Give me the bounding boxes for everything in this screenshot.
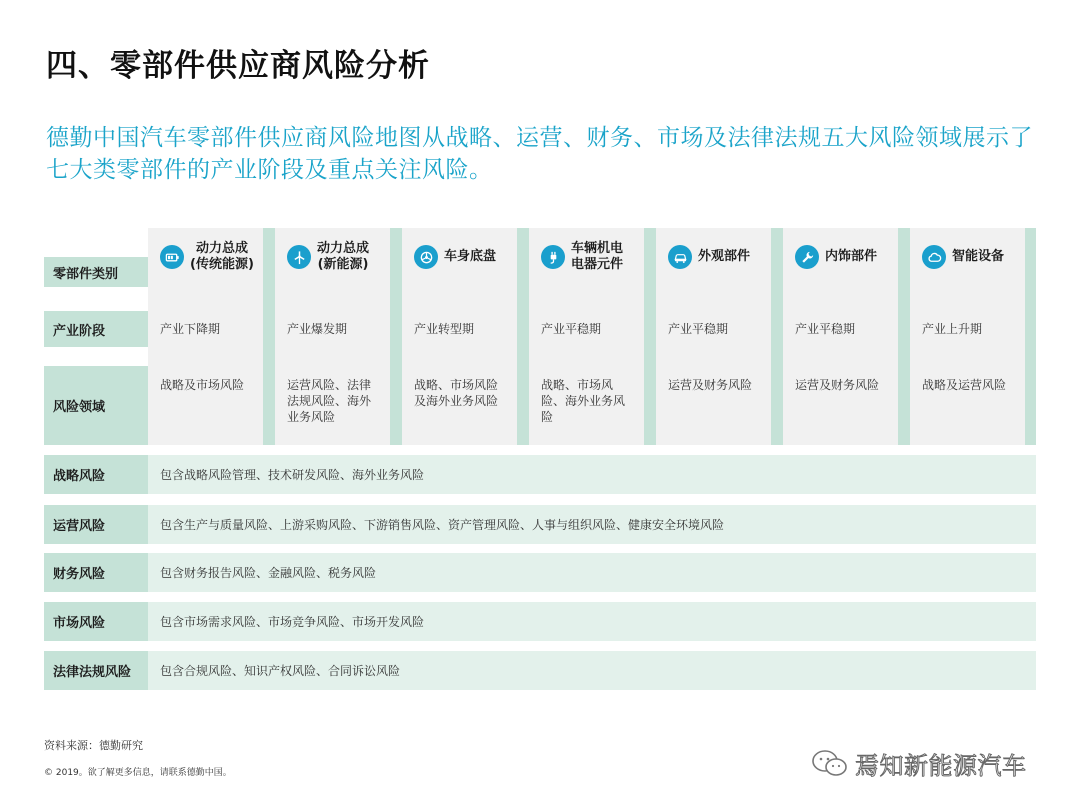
risk-domain-name: 财务风险 — [44, 553, 148, 592]
risk-cell: 战略及运营风险 — [922, 378, 1007, 392]
risk-domain-row — [44, 651, 1036, 690]
category-header — [656, 228, 771, 286]
risk-domain-row — [44, 553, 1036, 592]
copyright-note: © 2019。欲了解更多信息，请联系德勤中国。 — [44, 768, 232, 778]
car-icon — [668, 245, 692, 269]
wind-turbine-icon — [287, 245, 311, 269]
category-header — [910, 228, 1025, 286]
category-label: 车辆机电 — [571, 241, 624, 256]
risk-domain-row — [44, 505, 1036, 544]
stage-cell: 产业上升期 — [922, 322, 983, 336]
column-divider — [390, 228, 402, 445]
watermark-text: 焉知新能源汽车 — [855, 752, 1027, 780]
category-header — [275, 228, 390, 286]
category-label-sub: (传统能源) — [190, 257, 254, 272]
category-label-sub: 电器元件 — [571, 257, 624, 272]
category-label-sub: (新能源) — [317, 257, 369, 272]
category-label: 智能设备 — [952, 249, 1005, 264]
risk-cell: 战略及市场风险 — [160, 378, 245, 392]
watermark — [811, 746, 1027, 781]
row-header-risk-area: 风险领域 — [44, 366, 148, 445]
page-subtitle: 德勤中国汽车零部件供应商风险地图从战略、运营、财务、市场及法律法规五大风险领域展示了七大类零部件的产业阶段及重点关注风险。 — [46, 125, 1033, 183]
category-header — [402, 228, 517, 286]
stage-cell: 产业平稳期 — [541, 322, 602, 336]
chassis-icon — [414, 245, 438, 269]
column-divider — [263, 228, 275, 445]
risk-domain-desc: 包含合规风险、知识产权风险、合同诉讼风险 — [160, 664, 401, 678]
risk-cell: 运营风险、法律法规风险、海外业务风险 — [287, 378, 372, 424]
column-divider — [771, 228, 783, 445]
stage-cell: 产业平稳期 — [668, 322, 729, 336]
row-header-stage: 产业阶段 — [44, 311, 148, 347]
column-divider — [517, 228, 529, 445]
risk-domain-desc: 包含财务报告风险、金融风险、税务风险 — [160, 566, 377, 580]
risk-domain-desc: 包含生产与质量风险、上游采购风险、下游销售风险、资产管理风险、人事与组织风险、健康安全环境风险 — [160, 518, 725, 532]
risk-map-table — [44, 228, 1036, 718]
category-column-smart-devices — [910, 228, 1025, 445]
stage-cell: 产业平稳期 — [795, 322, 856, 336]
wrench-icon — [795, 245, 819, 269]
column-divider — [898, 228, 910, 445]
cloud-icon — [922, 245, 946, 269]
risk-domain-desc: 包含战略风险管理、技术研发风险、海外业务风险 — [160, 468, 425, 482]
category-column-interior — [783, 228, 898, 445]
category-column-body-chassis — [402, 228, 517, 445]
category-label: 内饰部件 — [825, 249, 878, 264]
category-label: 动力总成 — [195, 241, 248, 256]
stage-cell: 产业爆发期 — [287, 322, 348, 336]
category-column-powertrain-new-energy — [275, 228, 390, 445]
category-header — [529, 228, 644, 286]
risk-domain-name: 法律法规风险 — [44, 651, 148, 690]
risk-domain-row — [44, 602, 1036, 641]
risk-domain-desc: 包含市场需求风险、市场竞争风险、市场开发风险 — [160, 615, 425, 629]
plug-icon — [541, 245, 565, 269]
risk-domain-name: 运营风险 — [44, 505, 148, 544]
risk-domain-name: 战略风险 — [44, 455, 148, 494]
risk-domain-name: 市场风险 — [44, 602, 148, 641]
category-label: 动力总成 — [317, 241, 370, 256]
source-note: 资料来源：德勤研究 — [44, 739, 143, 752]
category-label: 外观部件 — [698, 249, 751, 264]
risk-cell: 运营及财务风险 — [668, 378, 753, 392]
battery-icon — [160, 245, 184, 269]
category-header — [148, 228, 263, 286]
page-title: 四、零部件供应商风险分析 — [46, 48, 430, 84]
stage-cell: 产业下降期 — [160, 322, 221, 336]
category-column-powertrain-traditional — [148, 228, 263, 445]
risk-domain-row — [44, 455, 1036, 494]
wechat-icon — [811, 749, 849, 779]
risk-cell: 战略、市场风险、海外业务风险 — [541, 378, 626, 424]
category-label: 车身底盘 — [444, 249, 497, 264]
stage-cell: 产业转型期 — [414, 322, 475, 336]
category-column-exterior — [656, 228, 771, 445]
risk-cell: 运营及财务风险 — [795, 378, 880, 392]
risk-cell: 战略、市场风险及海外业务风险 — [414, 378, 499, 408]
category-column-electrical — [529, 228, 644, 445]
column-divider — [644, 228, 656, 445]
category-header — [783, 228, 898, 286]
row-header-category: 零部件类别 — [44, 257, 148, 287]
column-divider — [1025, 228, 1036, 445]
